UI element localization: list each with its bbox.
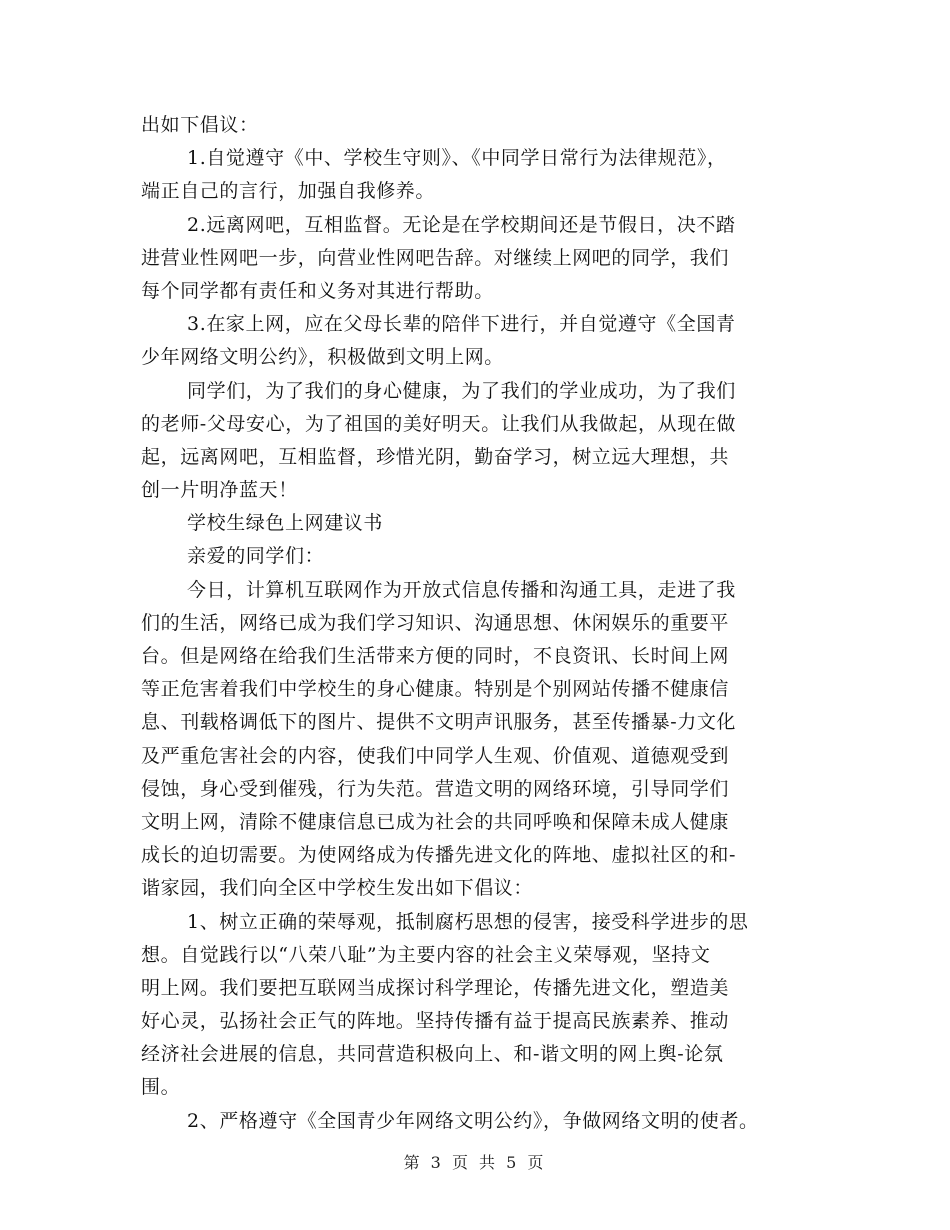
text-line: 等正危害着我们中学校生的身心健康。特别是个别网站传播不健康信 (141, 678, 730, 701)
text-line: 成长的迫切需要。为使网络成为传播先进文化的阵地、虚拟社区的和- (141, 844, 737, 867)
text-line: 同学们，为了我们的身心健康，为了我们的学业成功，为了我们 (187, 379, 736, 402)
text-line: 谐家园，我们向全区中学校生发出如下倡议： (141, 877, 534, 900)
text-line: 好心灵，弘扬社会正气的阵地。坚持传播有益于提高民族素养、推动 (141, 1010, 730, 1033)
text-line: 3.在家上网，应在父母长辈的陪伴下进行，并自觉遵守《全国青 (187, 313, 736, 336)
text-line: 想。自觉践行以“八荣八耻”为主要内容的社会主义荣辱观，坚持文 (141, 943, 711, 966)
text-line: 1.自觉遵守《中、学校生守则》、《中同学日常行为法律规范》， (187, 147, 727, 170)
page-footer: 第 3 页 共 5 页 (403, 1153, 547, 1172)
text-line: 2.远离网吧，互相监督。无论是在学校期间还是节假日，决不踏 (187, 213, 736, 236)
text-line: 1、树立正确的荣辱观，抵制腐朽思想的侵害，接受科学进步的思 (187, 910, 749, 933)
text-line: 息、刊载格调低下的图片、提供不文明声讯服务，甚至传播暴-力文化 (141, 711, 737, 734)
text-line: 学校生绿色上网建议书 (187, 512, 384, 535)
text-line: 出如下倡议： (141, 114, 259, 136)
text-line: 进营业性网吧一步，向营业性网吧告辞。对继续上网吧的同学，我们 (141, 246, 730, 269)
text-line: 文明上网，清除不健康信息已成为社会的共同呼唤和保障未成人健康 (141, 810, 730, 833)
text-line: 台。但是网络在给我们生活带来方便的同时，不良资讯、长时间上网 (141, 645, 730, 667)
text-line: 少年网络文明公约》，积极做到文明上网。 (141, 346, 504, 369)
text-line: 侵蚀，身心受到催残，行为失范。营造文明的网络环境，引导同学们 (141, 777, 730, 800)
document-body (141, 109, 813, 1138)
text-line: 端正自己的言行，加强自我修养。 (141, 180, 436, 203)
text-line: 经济社会进展的信息，共同营造积极向上、和-谐文明的网上舆-论氛 (141, 1043, 724, 1066)
text-line: 今日，计算机互联网作为开放式信息传播和沟通工具，走进了我 (187, 578, 736, 601)
text-line: 每个同学都有责任和义务对其进行帮助。 (141, 279, 494, 302)
text-line: 的老师-父母安心，为了祖国的美好明天。让我们从我做起，从现在做 (141, 412, 737, 435)
text-line: 2、严格遵守《全国青少年网络文明公约》，争做网络文明的使者。 (187, 1109, 759, 1132)
text-line: 围。 (141, 1076, 181, 1099)
text-line: 亲爱的同学们： (187, 545, 325, 568)
text-line: 明上网。我们要把互联网当成探讨科学理论，传播先进文化，塑造美 (141, 976, 730, 999)
text-line: 及严重危害社会的内容，使我们中同学人生观、价值观、道德观受到 (141, 744, 730, 767)
text-line: 们的生活，网络已成为我们学习知识、沟通思想、休闲娱乐的重要平 (141, 611, 730, 634)
text-line: 创一片明净蓝天！ (141, 479, 298, 502)
text-line: 起，远离网吧，互相监督，珍惜光阴，勤奋学习，树立远大理想，共 (141, 445, 730, 468)
